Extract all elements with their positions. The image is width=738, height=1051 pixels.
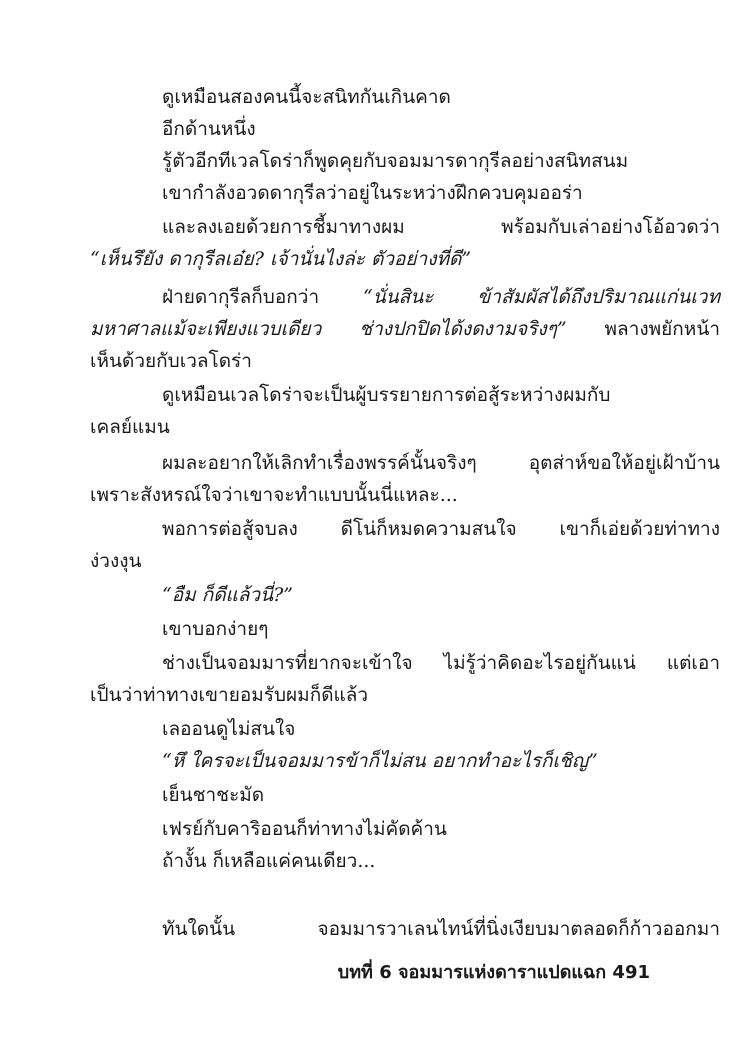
dialogue-line: “อืม ก็ดีแล้วนี่?” xyxy=(162,584,293,606)
dialogue-line: “เห็นรึยัง ดากุรีลเอ๋ย? เจ้านั่นไงล่ะ ตัวอย่างที่ดี” xyxy=(90,248,472,270)
text-line: ช่างเป็นจอมมารที่ยากจะเข้าใจ ไม่รู้ว่าคิดอะไรอยู่กันแน่ แต่เอา xyxy=(162,652,720,674)
text-line: ถ้างั้น ก็เหลือแค่คนเดียว... xyxy=(162,850,376,872)
text-line: และลงเอยด้วยการชี้มาทางผม พร้อมกับเล่าอย่างโอ้อวดว่า xyxy=(162,216,720,238)
text-line: ดูเหมือนเวลโดร่าจะเป็นผู้บรรยายการต่อสู้ระหว่างผมกับ xyxy=(162,384,611,406)
text-line: เขากำลังอวดดากุรีลว่าอยู่ในระหว่างฝึกควบคุมออร่า xyxy=(162,182,583,204)
text-line: ผมละอยากให้เลิกทำเรื่องพรรค์นั้นจริงๆ อุตส่าห์ขอให้อยู่เฝ้าบ้าน xyxy=(162,452,720,474)
text-line: เขาบอกง่ายๆ xyxy=(162,618,269,640)
narration-text: ฝ่ายดากุรีลก็บอกว่า xyxy=(162,286,320,308)
narration-text: พลางพยักหน้า xyxy=(566,318,720,340)
text-line xyxy=(90,314,720,344)
text-line: เคลย์แมน xyxy=(90,416,170,438)
text-line xyxy=(162,282,720,312)
text-line: ง่วงงุน xyxy=(90,550,142,572)
text-line: เป็นว่าท่าทางเขายอมรับผมก็ดีแล้ว xyxy=(90,684,369,706)
text-line: เย็นชาชะมัด xyxy=(162,784,265,806)
text-line: ทันใดนั้น จอมมารวาเลนไทน์ที่นิ่งเงียบมาตลอดก็ก้าวออกมา xyxy=(162,918,720,940)
text-line: เห็นด้วยกับเวลโดร่า xyxy=(90,350,252,372)
text-line: เพราะสังหรณ์ใจว่าเขาจะทำแบบนั้นนี่แหละ... xyxy=(90,484,458,506)
dialogue-line: “หึ ใครจะเป็นจอมมารข้าก็ไม่สน อยากทำอะไรก็เชิญ” xyxy=(162,750,598,772)
text-line: อีกด้านหนึ่ง xyxy=(162,118,256,140)
dialogue-text: “นั่นสินะ ข้าสัมผัสได้ถึงปริมาณแก่นเวท xyxy=(362,286,721,308)
page-footer: บทที่ 6 จอมมารแห่งดาราแปดแฉก 491 xyxy=(337,962,650,983)
text-line: เฟรย์กับคาริออนก็ท่าทางไม่คัดค้าน xyxy=(162,818,447,840)
text-line: ดูเหมือนสองคนนี้จะสนิทกันเกินคาด xyxy=(162,86,451,108)
dialogue-text: มหาศาลแม้จะเพียงแวบเดียว ช่างปกปิดได้งดงามจริงๆ” xyxy=(90,318,567,340)
text-line: พอการต่อสู้จบลง ดีโน่ก็หมดความสนใจ เขาก็เอ่ยด้วยท่าทาง xyxy=(162,518,720,540)
text-line: รู้ตัวอีกทีเวลโดร่าก็พูดคุยกับจอมมารดากุรีลอย่างสนิทสนม xyxy=(162,150,629,172)
text-line: เลออนดูไม่สนใจ xyxy=(162,718,296,740)
